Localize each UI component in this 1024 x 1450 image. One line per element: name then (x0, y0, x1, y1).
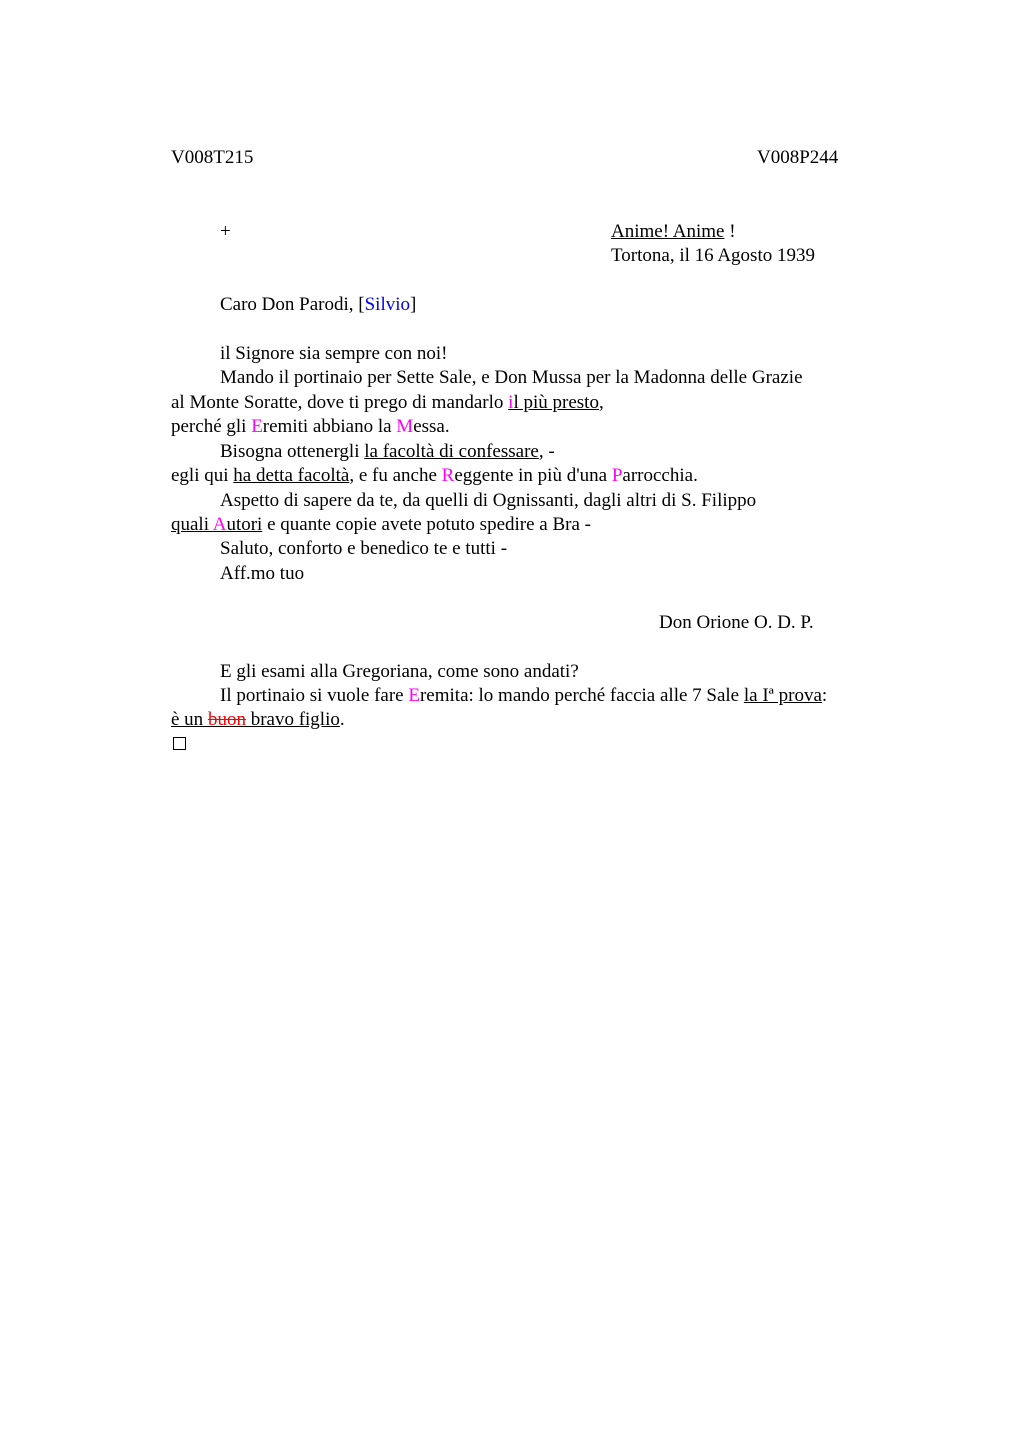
deleted-word: buon (207, 709, 246, 730)
correction: M (396, 416, 414, 437)
end-box-icon (173, 737, 186, 750)
text-run: perché gli (171, 416, 252, 437)
postscript-line-3 (171, 708, 345, 732)
correction: R (441, 465, 455, 486)
text-run: Bisogna ottenergli (220, 441, 365, 462)
correction: P (611, 465, 623, 486)
correction: E (251, 416, 263, 437)
correction: A (212, 514, 227, 535)
text-run: essa. (413, 416, 450, 437)
text-run: . (339, 709, 345, 730)
text-run: Il portinaio si vuole fare (220, 685, 409, 706)
body-line-5 (220, 440, 555, 464)
right-code: V008P244 (757, 147, 839, 168)
text-run: utori (226, 514, 263, 535)
text-run: eggente in più d'una (454, 465, 612, 486)
correction: E (408, 685, 420, 706)
body-line-2: Mando il portinaio per Sette Sale, e Don Mussa per la Madonna delle Grazie (220, 367, 803, 388)
salutation (220, 293, 416, 317)
addressee-name: Silvio (364, 294, 410, 315)
text-run: arrocchia. (622, 465, 698, 486)
salutation-bracket: ] (410, 294, 417, 315)
body-line-6 (171, 464, 698, 488)
text-run: , - (538, 441, 555, 462)
body-line-1: il Signore sia sempre con noi! (220, 343, 448, 364)
text-run: egli qui (171, 465, 234, 486)
signature: Don Orione O. D. P. (659, 612, 814, 633)
text-run: l più presto (513, 392, 599, 413)
text-run: : (821, 685, 828, 706)
underlined-phrase: la facoltà di confessare (364, 441, 539, 462)
postscript-line-2 (220, 684, 827, 708)
text-run: al Monte Soratte, dove ti prego di mandarlo (171, 392, 509, 413)
motto-underlined: Anime! Anime (611, 221, 725, 242)
underlined-phrase: ha detta facoltà (233, 465, 350, 486)
body-line-3 (171, 391, 604, 415)
postscript-line-1: E gli esami alla Gregoriana, come sono andati? (220, 661, 579, 682)
motto-exclamation: ! (724, 221, 736, 242)
salutation-text: Caro Don Parodi, [ (220, 294, 365, 315)
place-date: Tortona, il 16 Agosto 1939 (611, 245, 815, 266)
body-line-7: Aspetto di sapere da te, da quelli di Ognissanti, dagli altri di S. Filippo (220, 490, 757, 511)
body-line-4 (171, 415, 450, 439)
text-run: , e fu anche (349, 465, 442, 486)
underlined-phrase (171, 514, 262, 535)
text-run: remiti abbiano la (262, 416, 397, 437)
text-run: e quante copie avete potuto spedire a Bra - (262, 514, 591, 535)
underlined-phrase (508, 392, 599, 413)
motto (611, 220, 736, 244)
left-code: V008T215 (171, 147, 254, 168)
text-run: è un (171, 709, 204, 730)
correction: i (508, 392, 514, 413)
body-line-10: Aff.mo tuo (220, 563, 305, 584)
cross-mark: + (220, 221, 231, 242)
underlined-phrase (171, 709, 340, 730)
underlined-phrase: la Iª prova (743, 685, 822, 706)
text-run: , (598, 392, 604, 413)
text-run: quali (171, 514, 213, 535)
text-run: remita: lo mando perché faccia alle 7 Sale (419, 685, 744, 706)
body-line-9: Saluto, conforto e benedico te e tutti - (220, 538, 508, 559)
body-line-8 (171, 513, 591, 537)
text-run: bravo figlio (245, 709, 340, 730)
